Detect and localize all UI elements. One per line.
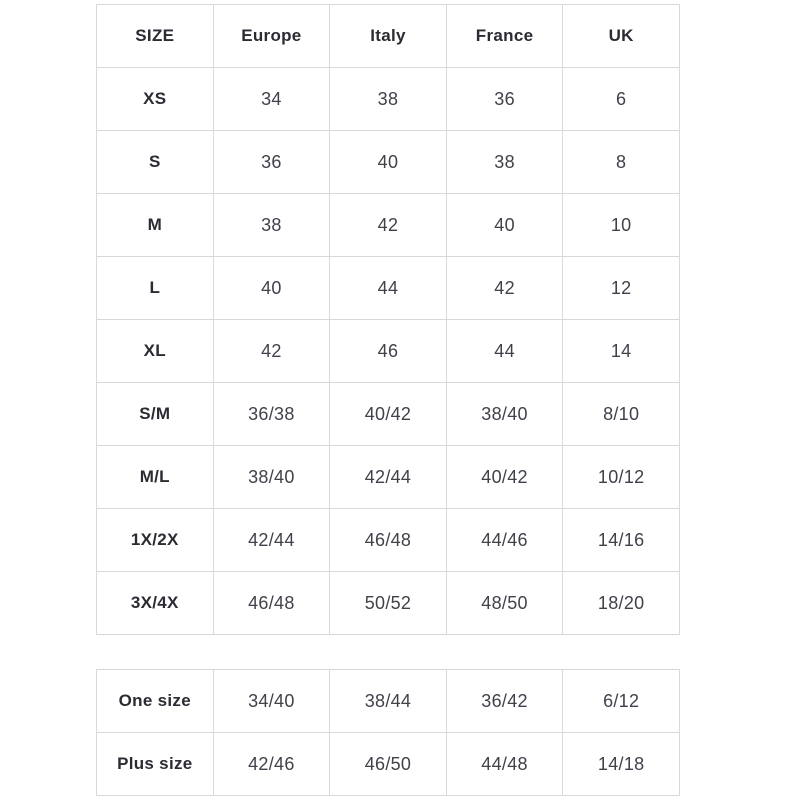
value-cell: 42	[446, 257, 563, 320]
header-cell-size: SIZE	[97, 5, 214, 68]
value-cell: 36/38	[213, 383, 330, 446]
value-cell: 46/50	[330, 733, 447, 796]
table-row-1x2x	[97, 509, 680, 572]
value-cell: 12	[563, 257, 680, 320]
size-label-cell: XL	[97, 320, 214, 383]
value-cell: 40	[330, 131, 447, 194]
table-row-3x4x	[97, 572, 680, 635]
size-conversion-table	[96, 4, 680, 635]
size-label-cell: 3X/4X	[97, 572, 214, 635]
value-cell: 44	[330, 257, 447, 320]
value-cell: 14/18	[563, 733, 680, 796]
value-cell: 42/44	[330, 446, 447, 509]
table-row-m	[97, 194, 680, 257]
value-cell: 34/40	[213, 670, 330, 733]
value-cell: 44/46	[446, 509, 563, 572]
value-cell: 36/42	[446, 670, 563, 733]
value-cell: 34	[213, 68, 330, 131]
value-cell: 38/40	[213, 446, 330, 509]
value-cell: 10	[563, 194, 680, 257]
special-sizes-body	[97, 670, 680, 796]
value-cell: 46/48	[213, 572, 330, 635]
value-cell: 6	[563, 68, 680, 131]
value-cell: 18/20	[563, 572, 680, 635]
value-cell: 40	[213, 257, 330, 320]
value-cell: 42/46	[213, 733, 330, 796]
header-cell-europe: Europe	[213, 5, 330, 68]
value-cell: 6/12	[563, 670, 680, 733]
size-label-cell: S	[97, 131, 214, 194]
value-cell: 44	[446, 320, 563, 383]
value-cell: 46	[330, 320, 447, 383]
size-label-cell: One size	[97, 670, 214, 733]
value-cell: 42	[213, 320, 330, 383]
size-table-body	[97, 68, 680, 635]
value-cell: 50/52	[330, 572, 447, 635]
value-cell: 38	[330, 68, 447, 131]
size-label-cell: 1X/2X	[97, 509, 214, 572]
value-cell: 38	[446, 131, 563, 194]
value-cell: 38/40	[446, 383, 563, 446]
value-cell: 36	[446, 68, 563, 131]
table-row-plus-size	[97, 733, 680, 796]
table-row-ml	[97, 446, 680, 509]
table-row-sm	[97, 383, 680, 446]
value-cell: 38	[213, 194, 330, 257]
size-label-cell: XS	[97, 68, 214, 131]
value-cell: 36	[213, 131, 330, 194]
size-label-cell: Plus size	[97, 733, 214, 796]
value-cell: 48/50	[446, 572, 563, 635]
value-cell: 38/44	[330, 670, 447, 733]
value-cell: 40/42	[446, 446, 563, 509]
header-row	[97, 5, 680, 68]
size-label-cell: M/L	[97, 446, 214, 509]
table-row-l	[97, 257, 680, 320]
header-cell-italy: Italy	[330, 5, 447, 68]
value-cell: 8/10	[563, 383, 680, 446]
size-label-cell: S/M	[97, 383, 214, 446]
value-cell: 14	[563, 320, 680, 383]
table-row-xl	[97, 320, 680, 383]
value-cell: 46/48	[330, 509, 447, 572]
size-label-cell: M	[97, 194, 214, 257]
table-row-s	[97, 131, 680, 194]
size-table-header	[97, 5, 680, 68]
special-sizes-table	[96, 669, 680, 796]
value-cell: 44/48	[446, 733, 563, 796]
table-row-one-size	[97, 670, 680, 733]
value-cell: 42/44	[213, 509, 330, 572]
tables-container	[96, 4, 680, 796]
value-cell: 10/12	[563, 446, 680, 509]
value-cell: 8	[563, 131, 680, 194]
value-cell: 42	[330, 194, 447, 257]
value-cell: 40/42	[330, 383, 447, 446]
header-cell-france: France	[446, 5, 563, 68]
table-row-xs	[97, 68, 680, 131]
header-cell-uk: UK	[563, 5, 680, 68]
size-label-cell: L	[97, 257, 214, 320]
value-cell: 14/16	[563, 509, 680, 572]
value-cell: 40	[446, 194, 563, 257]
